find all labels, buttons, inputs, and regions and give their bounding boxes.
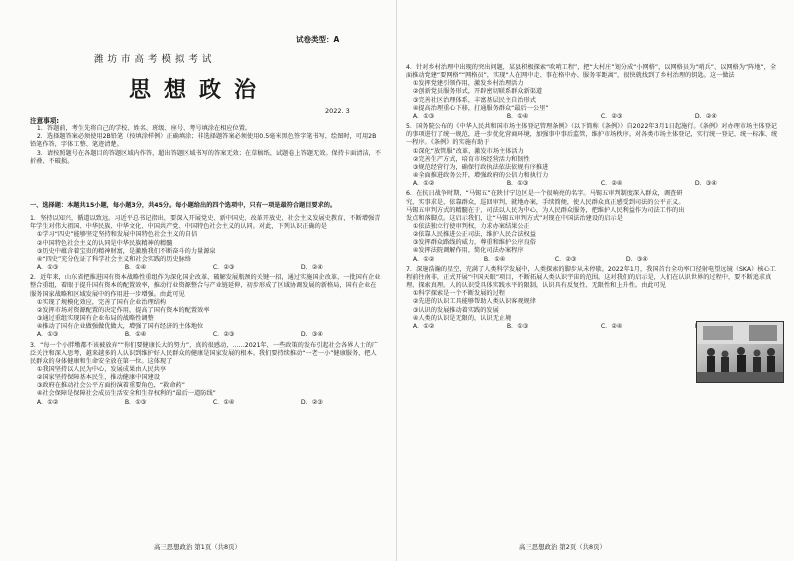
choice-c: C．②③ — [212, 264, 235, 272]
question-option: ④发挥法院调解作用，简化司法办案程序 — [412, 247, 524, 255]
exam-type: 试卷类型：A — [296, 35, 340, 44]
question-option: ①发挥党建引领作用，激发乡村治理活力 — [412, 80, 524, 88]
answer-choices — [30, 399, 382, 407]
question-option: ②中国特色社会主义的认同是中华民族精神的精髓 — [36, 239, 173, 247]
page-footer: 高三思想政治 第1页（共8页） — [154, 543, 241, 551]
questions-left — [30, 202, 382, 407]
page-2 — [397, 0, 794, 561]
choice-c: C．②③ — [554, 255, 577, 263]
choice-c: C．①④ — [212, 398, 235, 406]
choice-a: A．①③ — [36, 331, 59, 339]
question-option: ④“四史”充分佐证了科学社会主义和社会实践的历史脉络 — [36, 255, 192, 263]
question-option: ③发挥群众路线的威力，尊重和维护公序良俗 — [412, 239, 536, 247]
subject-title: 思想政治 — [129, 77, 270, 103]
choice-a: A．①③ — [412, 112, 435, 120]
question-option: ①我国坚持以人民为中心，发展成果由人民共享 — [36, 365, 167, 373]
question-stem: 1．坚持以知兴，循道以致远。习近平总书记指出，要深入开展党史、新中国史、改革开放史、社会主义发展史教育，不断增强青年学生对伟大祖国、中华民族、中华文化、中国共产党、中国特色社会主义的认同。对此，下列认识正确的是 — [30, 215, 381, 231]
notice-block — [30, 117, 382, 166]
question-option: ④社会保障是保障社会成员生活安全和生存权利的“最后一道防线” — [36, 390, 216, 398]
choice-c: C．②③ — [600, 112, 623, 120]
choice-b: B．①④ — [483, 255, 506, 263]
question-option: ④全面推进政务公开，增强政府的公信力和执行力 — [412, 172, 549, 180]
question-stem: 2．近年来，山东省把推进国有资本战略性重组作为深化国企改革、破解发展瓶颈的关键一招，通过实施国企改革，一批国有企业整合重组，着眼于提升国有资本的配置效率，推动行业资源整合与产业链延伸，初步形成了区域协调发展的新格局，国有企业在服务国家战略和区域发展中的作用进一步增强。由此可见 — [30, 274, 381, 298]
choice-b: B．①④ — [124, 331, 147, 339]
section-title: 一、选择题：本题共15小题，每小题3分，共45分。每小题给出的四个选项中，只有一项是最符合题目要求的。 — [30, 202, 337, 209]
choice-d: D．②④ — [694, 112, 717, 120]
question-stem: 5．国务院公布的《中华人民共和国市场主体登记管理条例》（以下简称《条例》）自2022年3月1日起施行。《条例》对办理市场主体登记的事项进行了统一规范，进一步优化营商环境，加强事中事后监管，维护市场秩序。对各类市场主体登记，实行统一登记、统一标准、统一程序。《条例》的实施有助于 — [406, 123, 778, 147]
crowd-illustration — [697, 322, 783, 382]
choice-b: B．①③ — [506, 322, 529, 330]
question-6 — [406, 190, 690, 263]
question-3 — [30, 342, 382, 407]
choice-a: A．①② — [412, 255, 435, 263]
question-option: ④提高治理重心下移，打通服务群众“最后一公里” — [412, 104, 549, 112]
question-option: ④人类的认识是无限的，认识无止境 — [412, 314, 512, 322]
question-option: ②完善生产方式，培育市场经营活力和韧性 — [412, 155, 530, 163]
question-option: ③认识的发展推动着实践的发展 — [412, 306, 499, 314]
choice-a: A．①② — [412, 180, 435, 188]
exam-date: 2022. 3 — [325, 107, 350, 115]
question-option: ①依法独立行使审判权，力求办案结果公正 — [412, 222, 530, 230]
question-option: ③完善社区治理体系，丰富基层民主自治形式 — [412, 96, 536, 104]
choice-b: B．①④ — [124, 264, 147, 272]
question-option: ③历史中蕴含着宝贵的精神财富，是激励我们不断奋斗的力量源泉 — [36, 247, 216, 255]
choice-d: D．③④ — [694, 180, 717, 188]
choice-c: C．②④ — [600, 322, 623, 330]
choice-d: D．②③ — [300, 398, 323, 406]
question-option: ①深化“放管服”改革，激发市场主体活力 — [412, 147, 524, 155]
question-option: ②先进的认识工具能够帮助人类认识客观规律 — [412, 298, 536, 306]
notice-title: 注意事项: — [30, 117, 60, 125]
choice-a: A．①③ — [36, 264, 59, 272]
question-option: ③规范经营行为，确保行政执法依法依规有序推进 — [412, 163, 549, 171]
questions-right — [406, 64, 782, 331]
choice-b: B．①③ — [506, 180, 529, 188]
notice-item: 3．请按照题号在各题目的答题区域内作答，超出答题区域书写的答案无效；在草稿纸、试题卷上答题无效。保持卡面清洁，不折叠、不破损。 — [30, 149, 382, 165]
question-4 — [406, 64, 782, 121]
exam-name: 潍坊市高考模拟考试 — [94, 54, 216, 65]
answer-choices — [30, 264, 382, 272]
choice-d: D．②④ — [300, 264, 323, 272]
choice-c: C．②④ — [600, 180, 623, 188]
notice-item: 1．答题前，考生先将自己的学校、姓名、班级、座号、考号填涂在相应位置。 — [36, 125, 252, 133]
question-5 — [406, 123, 782, 188]
page-footer: 高三思想政治 第2页（共8页） — [519, 543, 606, 551]
choice-b: B．①③ — [124, 398, 147, 406]
question-stem: 6．在抗日战争时期，“马锡五”在陕甘宁边区是一个很响亮的名字。马锡五审判制度深入群众，调查研究，实事求是，依靠群众，巡回审判，就地办案，手续简便，使人民群众真正感受到司法的公平正义。马锡五审判方式的精髓在于，司法以人民为中心，为人民群众服务，把维护人民利益作为司法工作的出发点和落脚点。这启示我们，让“马锡五审判方式”对现在中国法治建设的启示是 — [406, 190, 685, 222]
answer-choices — [406, 256, 690, 264]
question-2 — [30, 274, 382, 339]
question-option: ①实现了规模化效应，完善了国有企业治理结构 — [36, 298, 167, 306]
choice-c: C．②③ — [212, 331, 235, 339]
historical-woodcut-image — [696, 321, 784, 383]
question-option: ①学习“四史”能够坚定坚持和发展中国特色社会主义的自信 — [36, 231, 198, 239]
choice-a: A．①② — [412, 322, 435, 330]
choice-d: D．③④ — [300, 331, 323, 339]
question-option: ③通过重组实现国有企业布局的战略性调整 — [36, 315, 154, 323]
question-option: ②国家坚持保障基本民生，推动健康中国建设 — [36, 374, 160, 382]
choice-a: A．①② — [36, 398, 59, 406]
question-stem: 4．针对乡村治理中出现的突出问题，某县积极探索“吹哨工程”，把“大村庄”划分成“小网格”，以网格员为“哨兵”、以网格为“阵地”，全面推动党建“要网格”“网格员”，实现“人在网中走、事在格中办、服务零距离”，很快就找到了乡村治理的钥匙。这一做法 — [406, 64, 777, 80]
question-option: ③政府在推动社会公平方面扮演着重要角色，“救命药” — [36, 382, 185, 390]
question-option: ②创新党员服务形式，开辟密切联系群众新渠道 — [412, 88, 543, 96]
choice-d: D．③④ — [625, 255, 648, 263]
answer-choices — [30, 331, 382, 339]
question-stem: 7．深邃浩瀚的星空，充满了人类科学发展中，人类探索的脚步从未停歇。2022年1月，我国首台全功率口径射电望远镜（SKA）核心工程前往南非，正式开展“中国天眼”项目，不断拓展人类认识宇宙的范围。这对我们的启示是，人们在认识世界的过程中，要不断追求真理、探索真理。人的认识受具体实践水平的限制，认识具有反复性、无限性和上升性。由此可见 — [406, 265, 776, 290]
question-option: ②依靠人民推进公正司法，维护人民合法权益 — [412, 231, 536, 239]
answer-choices — [406, 180, 782, 188]
question-1 — [30, 215, 382, 272]
answer-choices — [406, 113, 782, 121]
choice-b: B．①④ — [506, 112, 529, 120]
question-option: ④推动了国有企业做强做优做大，增强了国有经济的主体地位 — [36, 323, 204, 331]
question-option: ①科学探索是一个不断发展的过程 — [412, 290, 505, 298]
question-option: ②发挥市场对资源配置的决定作用，提高了国有资本的配置效率 — [36, 306, 210, 314]
notice-item: 2．选择题答案必须使用2B铅笔（按填涂样例）正确填涂；非选择题答案必须使用0.5毫米黑色签字笔书写，绘图时，可用2B铅笔作答，字体工整、笔迹清楚。 — [30, 133, 377, 149]
question-stem: 3．“每一个小胖墩都不该被放弃”“你们要健康长大的努力”，真的很感动，……2021年，一些政策的发布引起社会各界人士的广泛关注和深入思考，越来越多的人认识到维护好人民群众的健康是国家发展的根本。我们要持续推动“一老一小”健康服务，把人民群众的身体健康和生命安全放在第一位。这体现了 — [30, 341, 379, 365]
